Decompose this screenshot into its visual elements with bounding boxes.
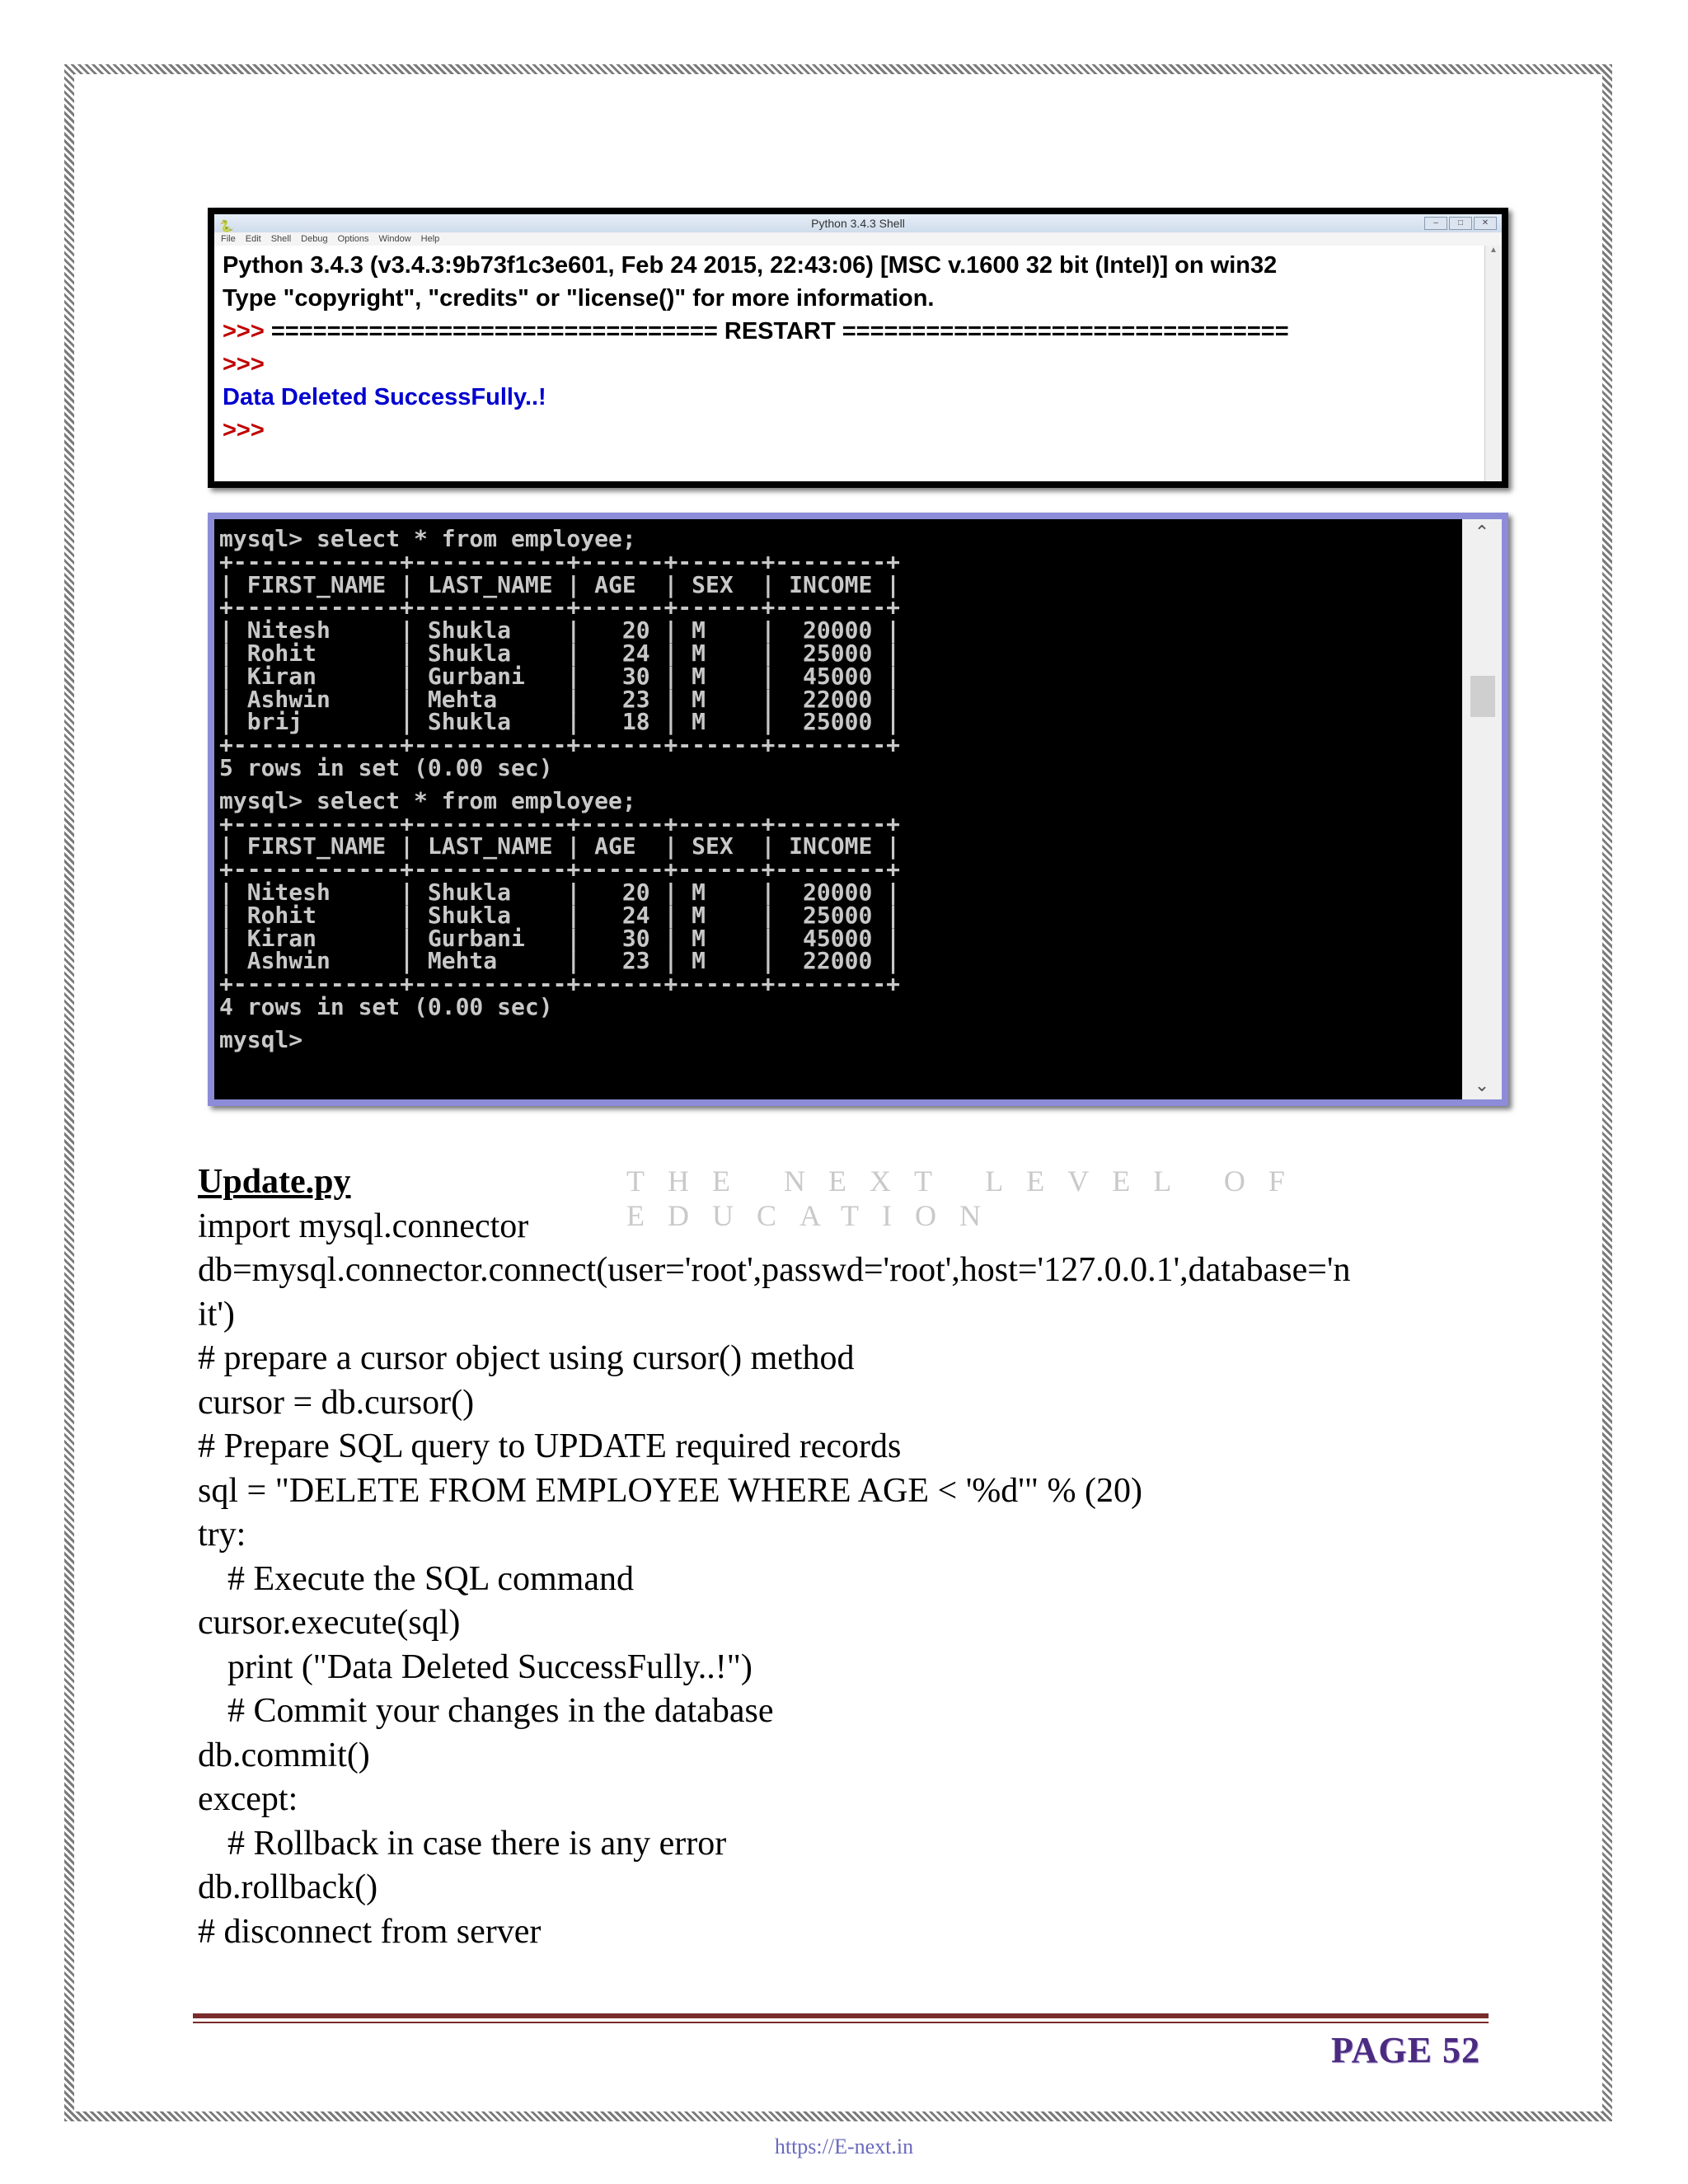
shell-info-line: Type "copyright", "credits" or "license()" for more information. bbox=[223, 285, 935, 312]
console-line: mysql> select * from employee; bbox=[219, 525, 636, 552]
menu-options[interactable]: Options bbox=[337, 234, 369, 244]
code-line: db.commit() bbox=[198, 1736, 370, 1774]
python-app-icon: 🐍 bbox=[219, 219, 234, 232]
code-line: # Commit your changes in the database bbox=[227, 1692, 774, 1730]
footer-url[interactable]: https://E-next.in bbox=[774, 2135, 914, 2158]
console-line: mysql> select * from employee; bbox=[219, 786, 636, 814]
shell-prompt: >>> bbox=[223, 417, 265, 443]
code-line: cursor.execute(sql) bbox=[198, 1604, 461, 1642]
code-line: # Prepare SQL query to UPDATE required records bbox=[198, 1427, 902, 1465]
console-line: +------------+-----------+------+------+--------+ bbox=[219, 547, 901, 575]
console-line: +------------+-----------+------+------+--------+ bbox=[219, 809, 901, 837]
console-line: +------------+-----------+------+------+--------+ bbox=[219, 970, 901, 998]
code-line: db=mysql.connector.connect(user='root',passwd='root',host='127.0.0.1',database='n bbox=[198, 1251, 1351, 1289]
console-output[interactable] bbox=[219, 524, 1456, 1094]
footer-rule-thin bbox=[193, 2022, 1489, 2023]
console-line: | Rohit | Shukla | 24 | M | 25000 | bbox=[219, 639, 901, 667]
page-number: PAGE 52 bbox=[1331, 2030, 1480, 2070]
scroll-up-icon[interactable]: ▲ bbox=[1489, 246, 1498, 255]
code-line: # Rollback in case there is any error bbox=[227, 1824, 727, 1863]
code-line: try: bbox=[198, 1516, 246, 1554]
window-controls bbox=[1424, 217, 1497, 230]
code-line: sql = "DELETE FROM EMPLOYEE WHERE AGE < '%d'" % (20) bbox=[198, 1471, 1142, 1510]
scroll-up-icon[interactable]: ⌃ bbox=[1474, 523, 1490, 543]
watermark-text: THE NEXT LEVEL OF EDUCATION bbox=[626, 1165, 1308, 1232]
console-line: 5 rows in set (0.00 sec) bbox=[219, 753, 553, 781]
menu-debug[interactable]: Debug bbox=[301, 234, 328, 244]
close-icon[interactable]: ✕ bbox=[1474, 217, 1497, 230]
console-line: | FIRST_NAME | LAST_NAME | AGE | SEX | INCOME | bbox=[219, 832, 901, 860]
console-line: +------------+-----------+------+------+--------+ bbox=[219, 731, 901, 759]
console-line: | Rohit | Shukla | 24 | M | 25000 | bbox=[219, 901, 901, 929]
console-prompt: mysql> bbox=[219, 1025, 303, 1053]
python-shell-inner bbox=[214, 214, 1502, 481]
menu-shell[interactable]: Shell bbox=[270, 234, 292, 244]
console-scrollbar[interactable] bbox=[1462, 519, 1502, 1099]
menu-window[interactable]: Window bbox=[378, 234, 411, 244]
code-line: print ("Data Deleted SuccessFully..!") bbox=[227, 1647, 753, 1686]
code-line: import mysql.connector bbox=[198, 1207, 529, 1245]
shell-menubar bbox=[214, 232, 1502, 246]
menu-edit[interactable]: Edit bbox=[245, 234, 261, 244]
code-line: # prepare a cursor object using cursor() method bbox=[198, 1339, 855, 1377]
shell-restart-text: ================================ RESTART ================================ bbox=[270, 318, 1289, 344]
maximize-icon[interactable]: □ bbox=[1449, 217, 1472, 230]
shell-prompt: >>> bbox=[223, 351, 265, 377]
shell-window-title: Python 3.4.3 Shell bbox=[811, 217, 905, 230]
shell-prompt: >>> bbox=[223, 318, 271, 344]
mysql-console-window bbox=[208, 513, 1508, 1106]
console-line: | Nitesh | Shukla | 20 | M | 20000 | bbox=[219, 878, 901, 906]
section-title: Update.py bbox=[198, 1163, 351, 1201]
console-line: | Kiran | Gurbani | 30 | M | 45000 | bbox=[219, 924, 901, 952]
console-line: 4 rows in set (0.00 sec) bbox=[219, 992, 553, 1020]
code-lines bbox=[198, 1205, 1500, 1955]
shell-output[interactable] bbox=[214, 246, 1484, 481]
menu-file[interactable]: File bbox=[221, 234, 236, 244]
code-line: # disconnect from server bbox=[198, 1912, 542, 1951]
code-line: except: bbox=[198, 1780, 298, 1818]
console-line: +------------+-----------+------+------+--------+ bbox=[219, 855, 901, 883]
footer-rule bbox=[193, 2013, 1489, 2018]
code-line: # Execute the SQL command bbox=[227, 1559, 634, 1598]
menu-help[interactable]: Help bbox=[420, 234, 440, 244]
code-line: db.rollback() bbox=[198, 1868, 378, 1906]
shell-banner-line: Python 3.4.3 (v3.4.3:9b73f1c3e601, Feb 24 2015, 22:43:06) [MSC v.1600 32 bit (Intel)] on win32 bbox=[223, 252, 1278, 279]
shell-restart-line bbox=[223, 315, 1484, 348]
shell-titlebar bbox=[214, 214, 1502, 232]
shell-scrollbar[interactable] bbox=[1484, 246, 1502, 481]
code-line: cursor = db.cursor() bbox=[198, 1383, 475, 1422]
scroll-down-icon[interactable]: ⌄ bbox=[1474, 1076, 1490, 1096]
query-result-before bbox=[219, 527, 1456, 780]
console-line: +------------+-----------+------+------+--------+ bbox=[219, 593, 901, 621]
console-line: | Kiran | Gurbani | 30 | M | 45000 | bbox=[219, 662, 901, 690]
code-listing bbox=[198, 1160, 1500, 1954]
shell-result-line: Data Deleted SuccessFully..! bbox=[223, 384, 546, 410]
query-result-after bbox=[219, 786, 1456, 1020]
console-line: | brij | Shukla | 18 | M | 25000 | bbox=[219, 708, 901, 736]
minimize-icon[interactable]: – bbox=[1424, 217, 1447, 230]
scroll-thumb[interactable] bbox=[1470, 676, 1495, 717]
console-line: | Ashwin | Mehta | 23 | M | 22000 | bbox=[219, 947, 901, 975]
python-shell-window bbox=[208, 208, 1508, 488]
code-line: it') bbox=[198, 1295, 235, 1333]
console-line: | Nitesh | Shukla | 20 | M | 20000 | bbox=[219, 616, 901, 644]
console-line: | Ashwin | Mehta | 23 | M | 22000 | bbox=[219, 685, 901, 713]
console-line: | FIRST_NAME | LAST_NAME | AGE | SEX | INCOME | bbox=[219, 570, 901, 598]
